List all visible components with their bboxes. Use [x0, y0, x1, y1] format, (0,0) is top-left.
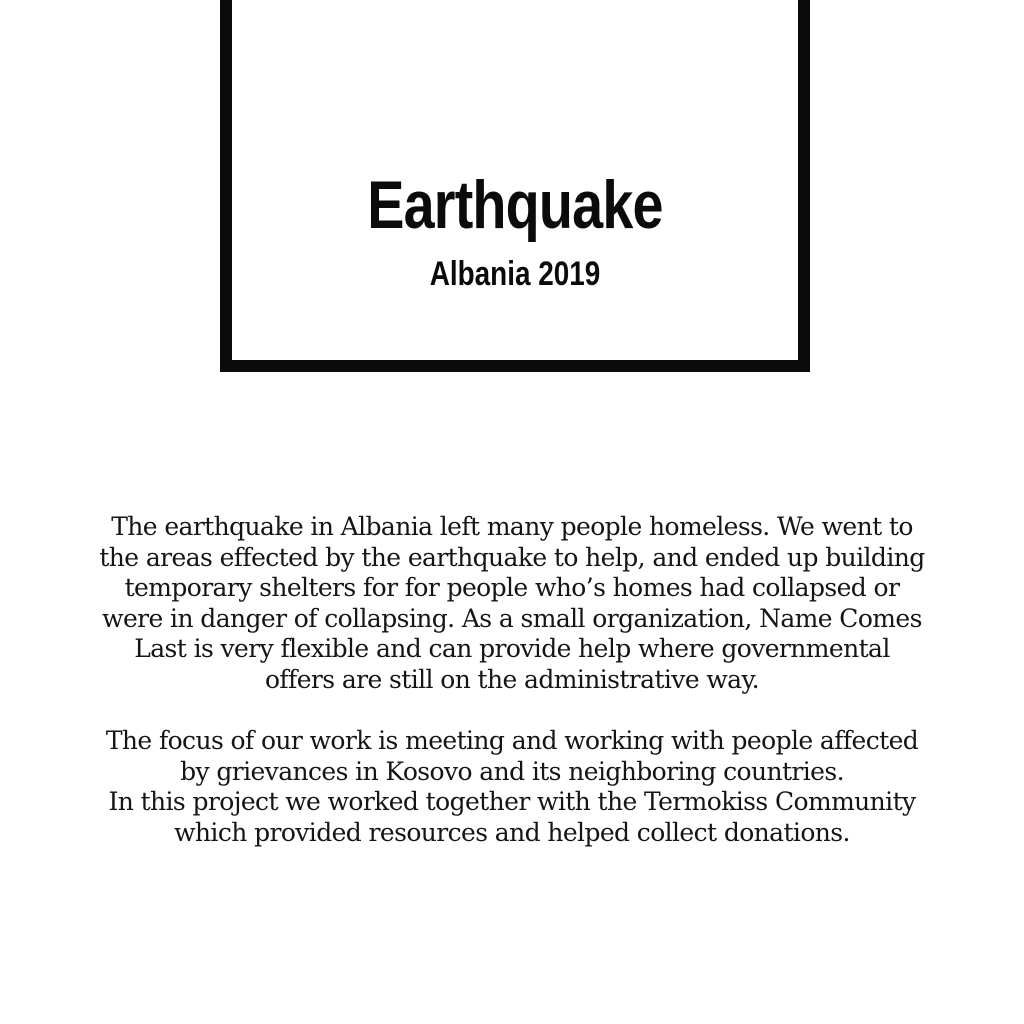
paragraph-line: Last is very flexible and can provide help where governmental: [134, 634, 890, 663]
page-subtitle: Albania 2019: [429, 255, 601, 293]
paragraph-line: by grievances in Kosovo and its neighboring countries.: [180, 756, 844, 786]
paragraph-line: were in danger of collapsing. As a small organization, Name Comes: [102, 603, 922, 633]
page-title: Earthquake: [367, 167, 663, 243]
paragraph-line: offers are still on the administrative way.: [264, 664, 760, 694]
description-paragraph-1: [60, 512, 964, 695]
paragraph-line: the areas effected by the earthquake to help, and ended up building: [99, 542, 925, 572]
paragraph-line: which provided resources and helped collect donations.: [174, 817, 850, 847]
paragraph-line: The focus of our work is meeting and working with people affected: [105, 726, 919, 755]
paragraph-line: The earthquake in Albania left many people homeless. We went to: [111, 512, 913, 541]
description-paragraph-2: [60, 726, 964, 848]
paragraph-line: In this project we worked together with the Termokiss Community: [108, 787, 916, 816]
paragraph-line: temporary shelters for for people who’s homes had collapsed or: [124, 573, 900, 602]
title-frame: [220, 0, 810, 372]
